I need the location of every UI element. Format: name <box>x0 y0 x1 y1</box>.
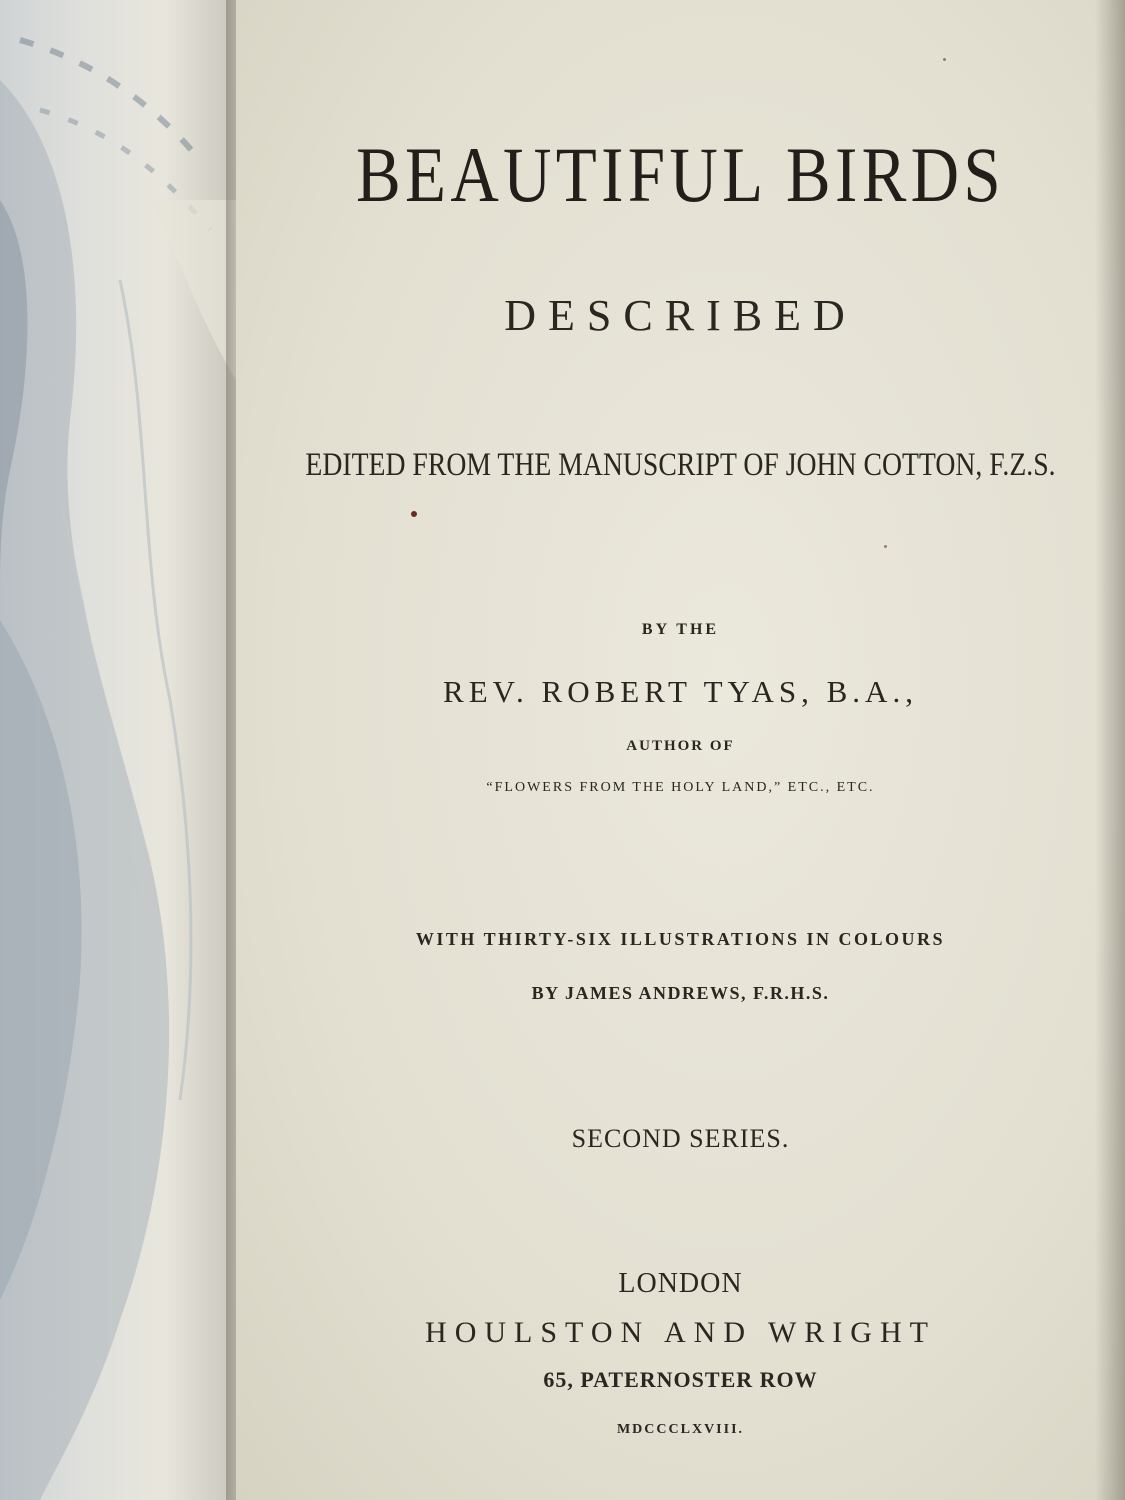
ink-speck <box>943 58 946 61</box>
book-subtitle: DESCRIBED <box>504 291 857 340</box>
title-page <box>236 0 1125 1500</box>
ink-speck <box>411 511 417 517</box>
page-edge-shadow <box>1095 0 1125 1500</box>
illustrator-line: BY JAMES ANDREWS, F.R.H.S. <box>531 983 830 1003</box>
publisher-address: 65, PATERNOSTER ROW <box>543 1367 818 1392</box>
bird-illustration <box>0 0 236 1500</box>
illustrations-line: WITH THIRTY-SIX ILLUSTRATIONS IN COLOURS <box>415 929 946 949</box>
series-label: SECOND SERIES. <box>571 1124 790 1153</box>
publisher-name: HOULSTON AND WRIGHT <box>425 1316 936 1349</box>
ink-speck <box>884 545 887 548</box>
book-title: BEAUTIFUL BIRDS <box>355 131 1006 218</box>
author-name: REV. ROBERT TYAS, B.A., <box>443 674 918 709</box>
facing-illustration-plate <box>0 0 236 1500</box>
publication-date: MDCCCLXVIII. <box>616 1422 745 1437</box>
by-the-label: BY THE <box>641 621 720 638</box>
editor-line: EDITED FROM THE MANUSCRIPT OF JOHN COTTON, F.Z.S. <box>305 447 1056 483</box>
publisher-city: LONDON <box>618 1268 743 1299</box>
other-works: “FLOWERS FROM THE HOLY LAND,” ETC., ETC. <box>486 780 875 795</box>
author-of-label: AUTHOR OF <box>626 738 735 754</box>
